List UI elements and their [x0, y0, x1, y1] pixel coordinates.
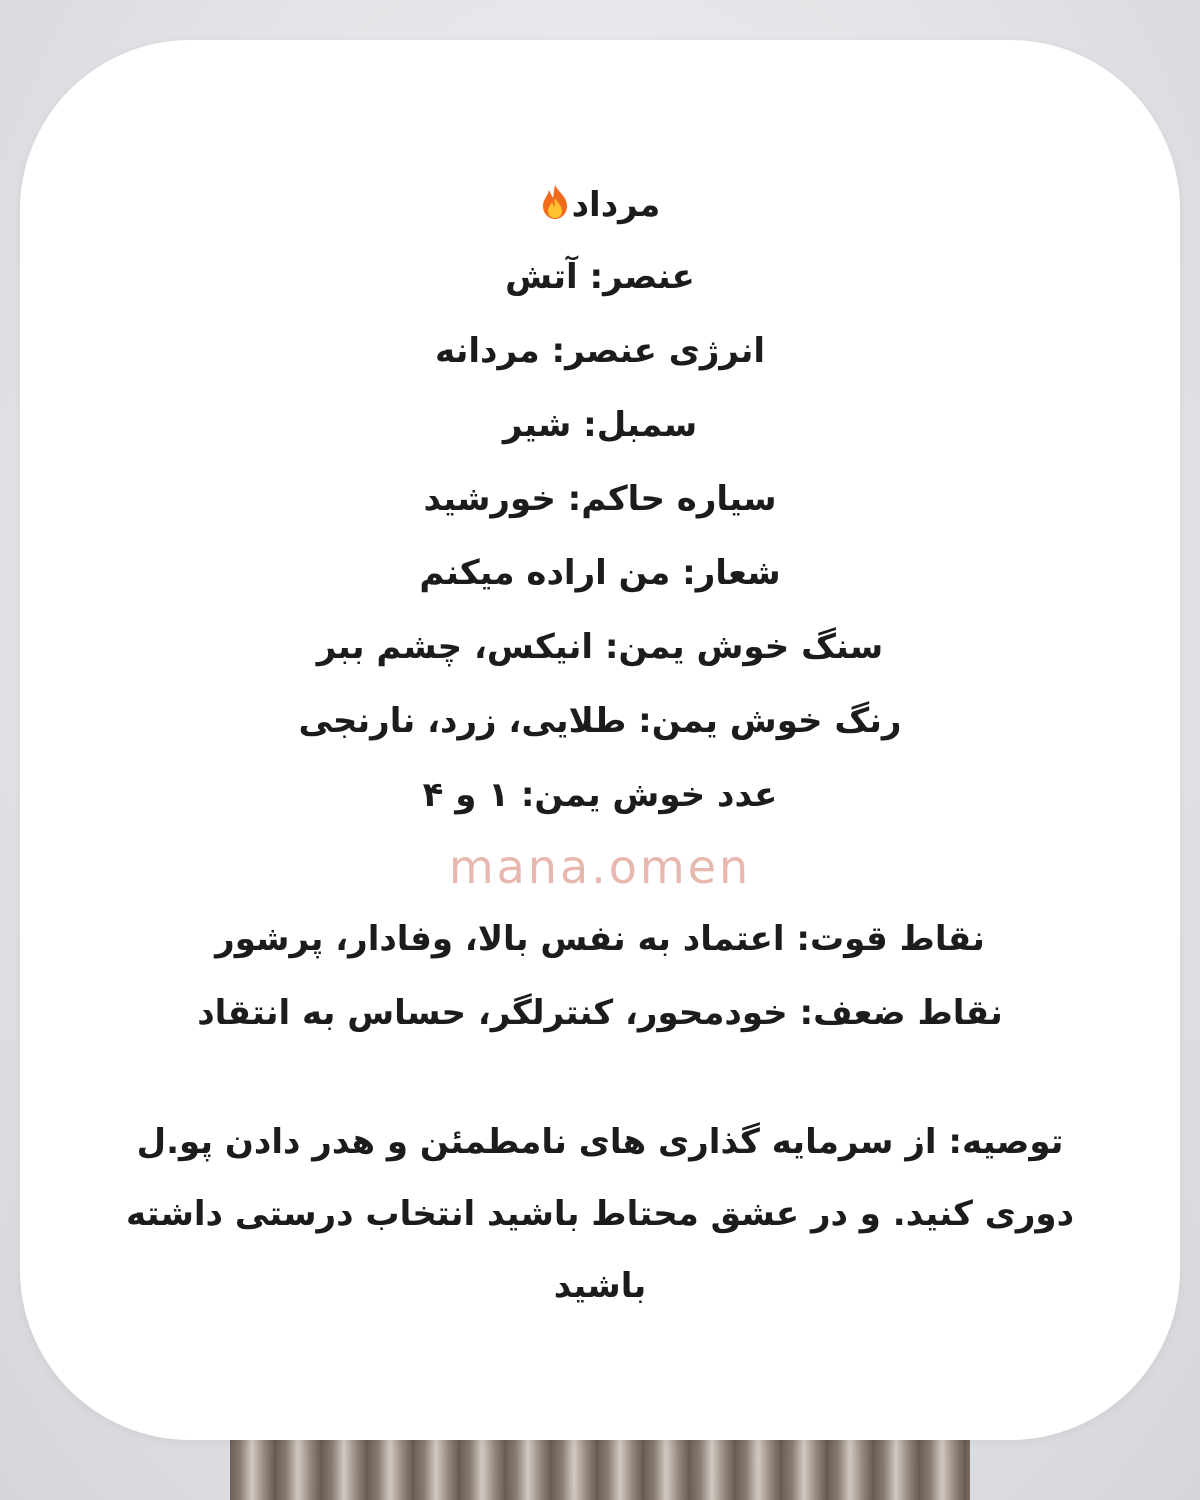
lucky-stone-line: سنگ خوش یمن: انیکس، چشم ببر [316, 627, 884, 667]
spacer [80, 1050, 1120, 1106]
page-title: مرداد [571, 185, 661, 225]
background-object [230, 1440, 970, 1500]
ruling-planet-line: سیاره حاکم: خورشید [423, 479, 777, 519]
element-energy-line: انرژی عنصر: مردانه [434, 331, 766, 371]
weaknesses-line: نقاط ضعف: خودمحور، کنترلگر، حساس به انتقاد [197, 993, 1003, 1033]
card-content [80, 170, 1120, 1322]
element-line: عنصر: آتش [505, 257, 695, 297]
symbol-line: سمبل: شیر [502, 405, 698, 445]
info-card [20, 40, 1180, 1440]
watermark: mana.omen [448, 840, 752, 894]
motto-line: شعار: من اراده میکنم [419, 553, 781, 593]
fire-icon [540, 184, 570, 220]
strengths-line: نقاط قوت: اعتماد به نفس بالا، وفادار، پرشور [215, 919, 985, 959]
lucky-number-line: عدد خوش یمن: ۱ و ۴ [422, 775, 778, 815]
advice-paragraph: توصیه: از سرمایه گذاری های نامطمئن و هدر دادن پو.ل دوری کنید. و در عشق محتاط باشید انتخاب درستی داشته باشید [125, 1122, 1075, 1306]
lucky-color-line: رنگ خوش یمن: طلایی، زرد، نارنجی [298, 701, 902, 741]
title-row [80, 170, 1120, 240]
